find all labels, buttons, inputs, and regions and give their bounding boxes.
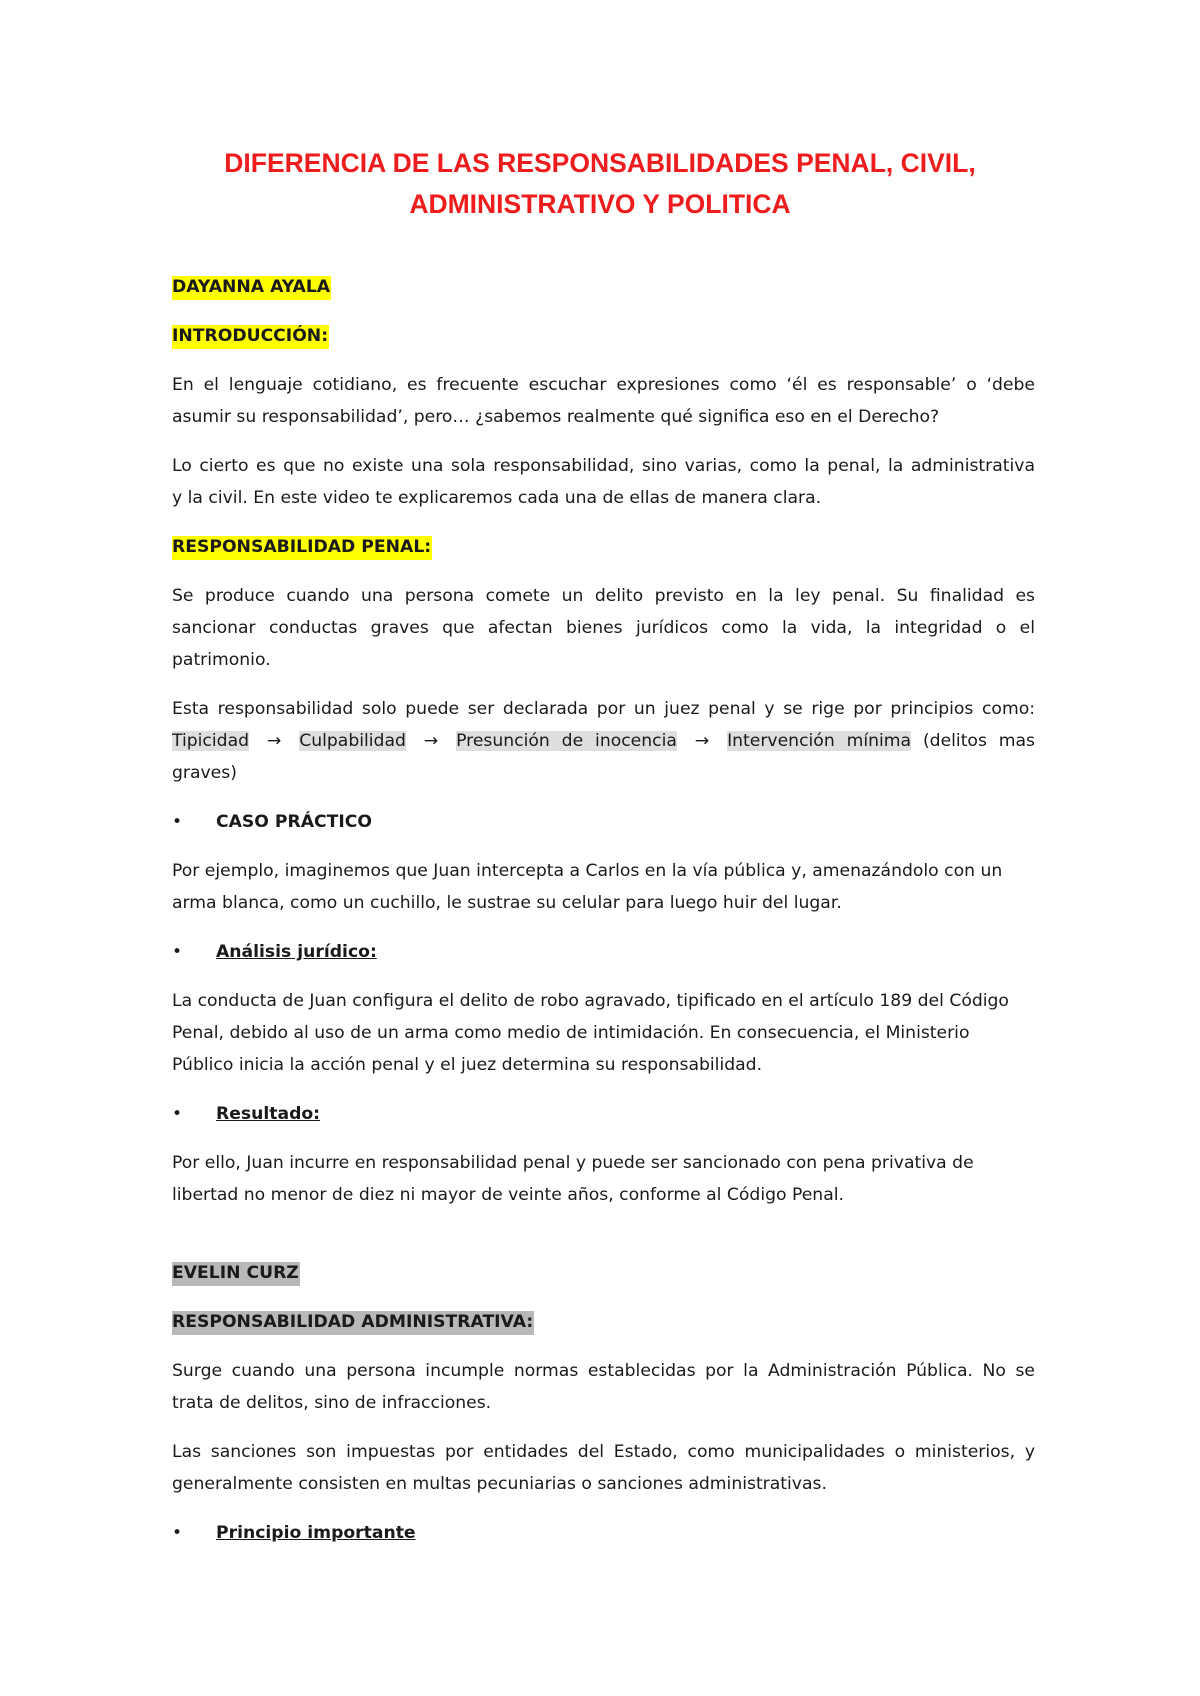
paragraph-line: Penal, debido al uso de un arma como medio de intimidación. En consecuencia, el Ministerio [172,1023,970,1043]
paragraph-line: y la civil. En este video te explicaremos cada una de ellas de manera clara. [172,488,822,508]
paragraph-line: Por ello, Juan incurre en responsabilidad penal y puede ser sancionado con pena privativa de [172,1153,974,1173]
paragraph-line: Las sanciones son impuestas por entidades del Estado, como municipalidades o ministerios, y [172,1442,1035,1462]
principle-heading: Principio importante [216,1523,416,1543]
arrow-icon: → [694,731,710,751]
result-heading: Resultado: [216,1104,321,1124]
paragraph-line: graves) [172,763,237,783]
intro-heading-line [172,320,1035,352]
paragraph-line: patrimonio. [172,650,271,670]
penal-heading-line [172,531,1035,563]
principles-line [172,725,1035,757]
paragraph-line: En el lenguaje cotidiano, es frecuente escuchar expresiones como ‘él es responsable’ o ‘debe [172,375,1035,395]
bullet-icon: • [172,1523,183,1543]
paragraph-line: Se produce cuando una persona comete un delito previsto en la ley penal. Su finalidad es [172,586,1035,606]
author-line [172,1257,1035,1289]
analysis-heading: Análisis jurídico: [216,942,377,962]
title-line-1: DIFERENCIA DE LAS RESPONSABILIDADES PENAL, CIVIL, [224,148,976,178]
title-line-2: ADMINISTRATIVO Y POLITICA [409,189,791,219]
author-name: DAYANNA AYALA [172,276,331,300]
author-line [172,271,1035,303]
paragraph-line: arma blanca, como un cuchillo, le sustrae su celular para luego huir del lugar. [172,893,842,913]
bullet-item-principio [172,1517,1035,1549]
principles-tail: (delitos mas [922,731,1035,751]
paragraph-line: sancionar conductas graves que afectan bienes jurídicos como la vida, la integridad o el [172,618,1035,638]
bullet-icon: • [172,1104,183,1124]
document-title [160,143,1040,225]
paragraph-line: asumir su responsabilidad’, pero… ¿sabemos realmente qué significa eso en el Derecho? [172,407,940,427]
paragraph-line: trata de delitos, sino de infracciones. [172,1393,492,1413]
admin-heading-line [172,1306,1035,1338]
paragraph-line: Por ejemplo, imaginemos que Juan intercepta a Carlos en la vía pública y, amenazándolo con un [172,861,1003,881]
author-name: EVELIN CURZ [172,1262,300,1286]
case-heading: CASO PRÁCTICO [216,812,372,832]
arrow-icon: → [423,731,439,751]
principle-presuncion: Presunción de inocencia [456,731,677,751]
paragraph-line: La conducta de Juan configura el delito de robo agravado, tipificado en el artículo 189 del Código [172,991,1009,1011]
bullet-icon: • [172,942,183,962]
principle-intervencion: Intervención mínima [727,731,912,751]
principle-tipicidad: Tipicidad [172,731,250,751]
paragraph-line: generalmente consisten en multas pecuniarias o sanciones administrativas. [172,1474,827,1494]
admin-heading: RESPONSABILIDAD ADMINISTRATIVA: [172,1311,534,1335]
paragraph-line: Surge cuando una persona incumple normas establecidas por la Administración Pública. No se [172,1361,1035,1381]
principle-culpabilidad: Culpabilidad [299,731,406,751]
paragraph-line: Lo cierto es que no existe una sola responsabilidad, sino varias, como la penal, la administrativa [172,456,1035,476]
bullet-item-resultado [172,1098,1035,1130]
paragraph-line: libertad no menor de diez ni mayor de veinte años, conforme al Código Penal. [172,1185,844,1205]
bullet-item-caso [172,806,1035,838]
bullet-icon: • [172,812,183,832]
bullet-item-analisis [172,936,1035,968]
penal-heading: RESPONSABILIDAD PENAL: [172,536,432,560]
paragraph-line: Esta responsabilidad solo puede ser declarada por un juez penal y se rige por principios como: [172,699,1035,719]
arrow-icon: → [266,731,282,751]
intro-heading: INTRODUCCIÓN: [172,325,329,349]
document-body [172,271,1035,1549]
paragraph-line: Público inicia la acción penal y el juez determina su responsabilidad. [172,1055,763,1075]
